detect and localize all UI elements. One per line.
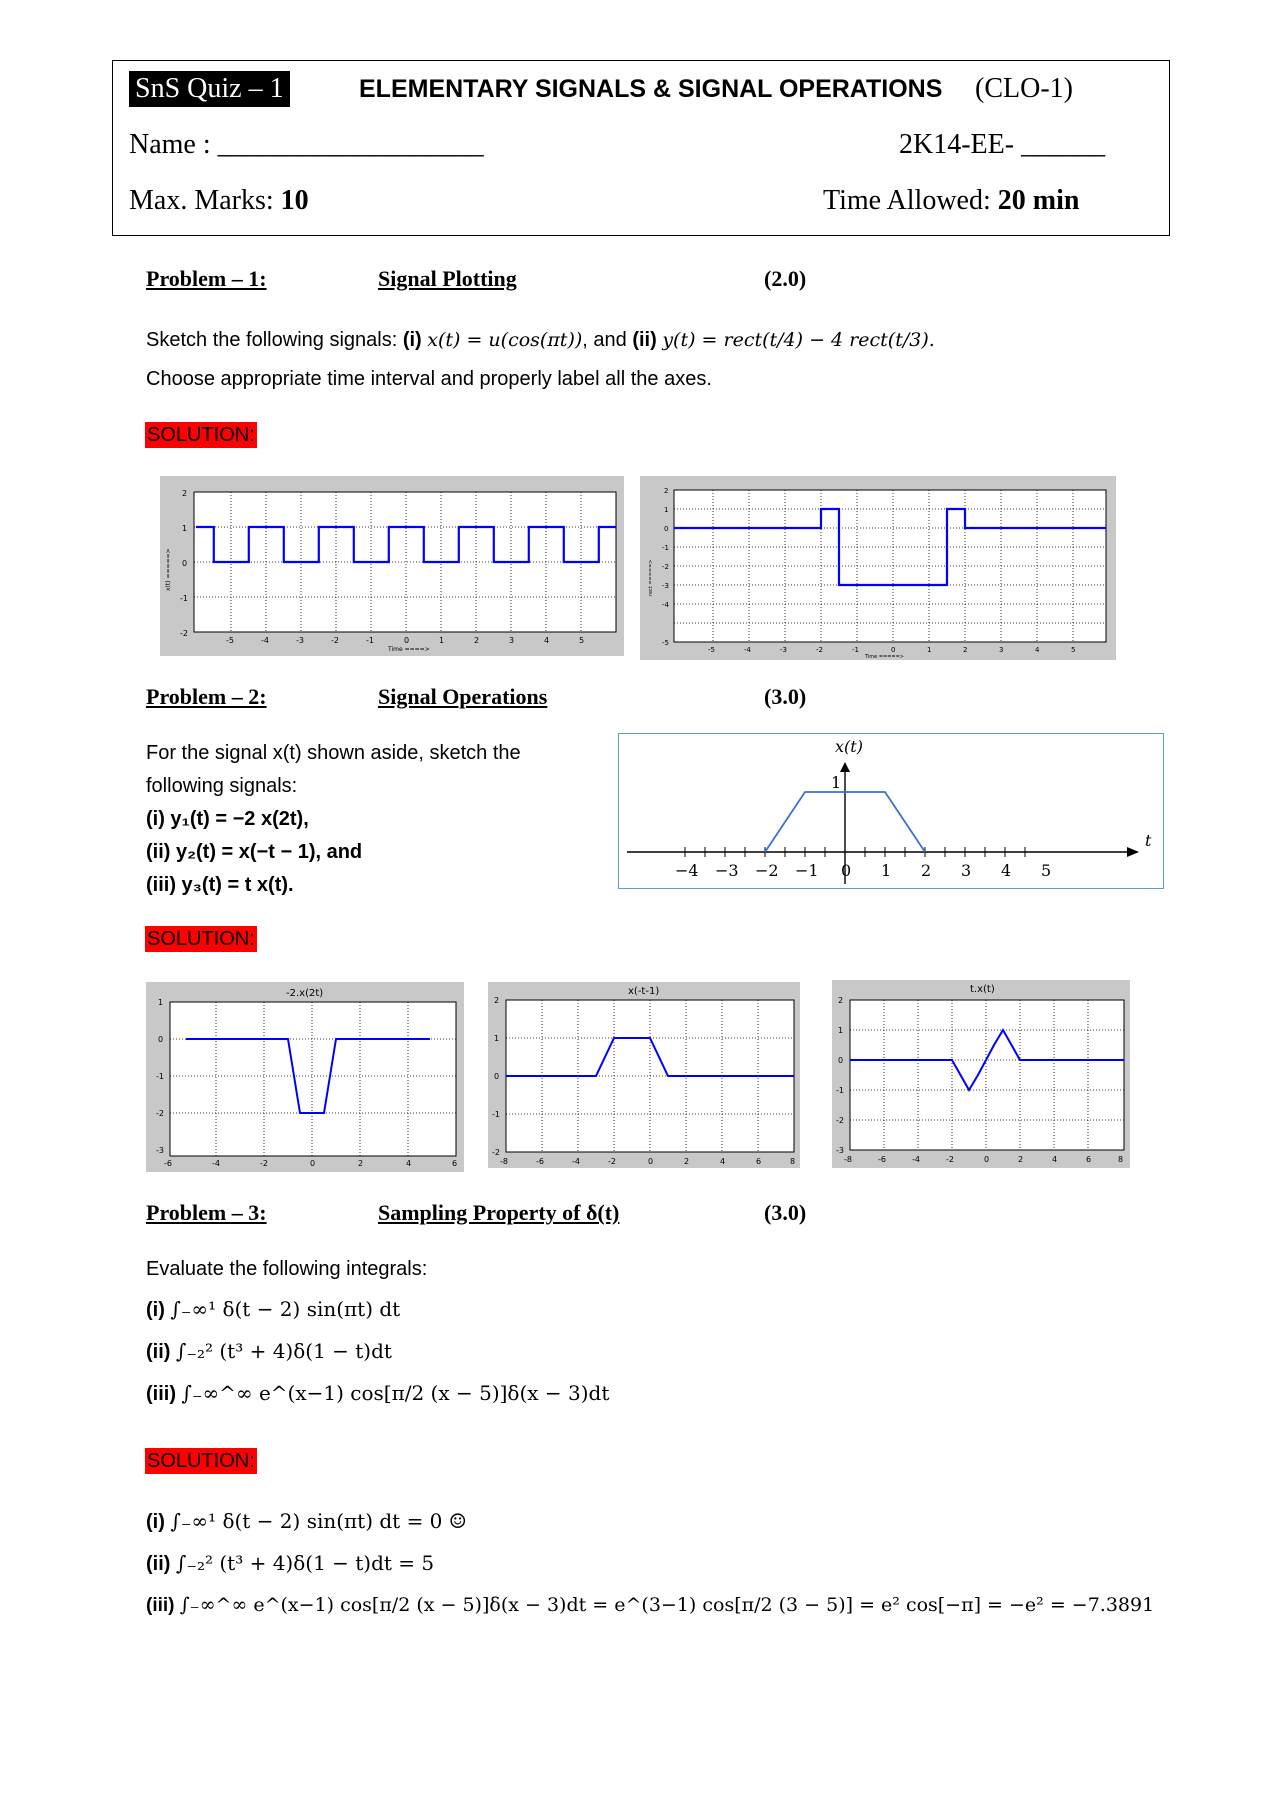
batch-field: 2K14-EE- ______ bbox=[899, 129, 1106, 160]
b-xtick: -1 bbox=[852, 646, 859, 654]
solution-label-1: SOLUTION: bbox=[147, 424, 255, 446]
xt-tick: −2 bbox=[755, 861, 779, 880]
b-xtick: 0 bbox=[891, 646, 896, 654]
xt-tick: −1 bbox=[795, 861, 819, 880]
a-xtick: 2 bbox=[474, 636, 480, 645]
a-xtick: -1 bbox=[366, 636, 374, 645]
d-xtick: 2 bbox=[684, 1157, 690, 1166]
q-iii-text: ∫₋∞^∞ e^(x−1) cos[π/2 (x − 5)]δ(x − 3)dt bbox=[181, 1381, 610, 1405]
d-title: x(-t-1) bbox=[628, 986, 660, 997]
b-xtick: 4 bbox=[1035, 646, 1040, 654]
solution-label-3: SOLUTION: bbox=[147, 1450, 255, 1472]
b-xtick: -3 bbox=[780, 646, 787, 654]
and-text: , and bbox=[582, 329, 633, 351]
e-xtick: 0 bbox=[984, 1155, 990, 1164]
xt-tick: 5 bbox=[1041, 861, 1052, 880]
xt-tick: −3 bbox=[715, 861, 739, 880]
a-xtick: 3 bbox=[509, 636, 515, 645]
xt-axis-var: t bbox=[1145, 831, 1152, 850]
e-ytick: 0 bbox=[838, 1056, 844, 1065]
xt-figure-box bbox=[618, 733, 1164, 889]
b-xlabel: Time =====> bbox=[865, 654, 904, 660]
xt-tick: 3 bbox=[961, 861, 972, 880]
problem1-marks: (2.0) bbox=[764, 266, 807, 291]
time-allowed bbox=[823, 183, 1079, 219]
d-xtick: 4 bbox=[720, 1157, 726, 1166]
answer-ii bbox=[146, 1546, 434, 1581]
a-xtick: -3 bbox=[296, 636, 304, 645]
a-ytick: -2 bbox=[180, 629, 188, 638]
q-iii-label: (iii) bbox=[146, 1383, 182, 1405]
a-xtick: 0 bbox=[404, 636, 410, 645]
c-title: -2.x(2t) bbox=[286, 988, 324, 999]
c-ytick: -1 bbox=[156, 1072, 164, 1081]
a-ii-text: ∫₋₂² (t³ + 4)δ(1 − t)dt = 5 bbox=[176, 1551, 435, 1575]
xt-tick: 0 bbox=[841, 861, 852, 880]
e-xtick: -8 bbox=[844, 1155, 852, 1164]
a-ytick: 2 bbox=[182, 489, 188, 498]
plot-y1 bbox=[146, 982, 464, 1172]
e-ytick: -3 bbox=[836, 1146, 844, 1155]
b-xtick: 5 bbox=[1071, 646, 1076, 654]
answer-iii bbox=[146, 1588, 1154, 1623]
plot-rect-signal bbox=[640, 476, 1116, 660]
plot-y2-svg bbox=[488, 982, 800, 1168]
xt-peak: 1 bbox=[831, 773, 842, 792]
a-i-label: (i) bbox=[146, 1511, 171, 1533]
c-ytick: 0 bbox=[158, 1035, 164, 1044]
e-ytick: -2 bbox=[836, 1116, 844, 1125]
plot-y1-svg bbox=[146, 982, 464, 1172]
a-iii-text: ∫₋∞^∞ e^(x−1) cos[π/2 (x − 5)]δ(x − 3)dt = e^(3−1) cos[π/2 (3 − 5)] = e² cos[−π] = −e² = −7.3891 bbox=[179, 1594, 1155, 1616]
b-ytick: -2 bbox=[662, 563, 669, 571]
plot-y3-svg bbox=[832, 980, 1130, 1168]
c-xtick: 2 bbox=[358, 1159, 364, 1168]
quiz-badge: SnS Quiz – 1 bbox=[129, 71, 290, 107]
problem3-marks: (3.0) bbox=[764, 1200, 807, 1225]
name-field: Name : ___________________ bbox=[129, 129, 484, 160]
xt-tick: −4 bbox=[675, 861, 699, 880]
header-box bbox=[112, 60, 1170, 236]
e-ytick: -1 bbox=[836, 1086, 844, 1095]
d-xtick: -6 bbox=[536, 1157, 544, 1166]
max-marks-value: 10 bbox=[280, 185, 309, 216]
problem1-statement bbox=[146, 324, 935, 357]
c-ytick: -2 bbox=[156, 1109, 164, 1118]
question-ii bbox=[146, 1334, 392, 1369]
q-ii-text: ∫₋₂² (t³ + 4)δ(1 − t)dt bbox=[176, 1339, 392, 1363]
c-xtick: -6 bbox=[164, 1159, 172, 1168]
e-xtick: 2 bbox=[1018, 1155, 1024, 1164]
problem2-topic: Signal Operations bbox=[378, 684, 548, 709]
a-xtick: -2 bbox=[331, 636, 339, 645]
plot-square-wave-svg bbox=[160, 476, 624, 656]
e-xtick: -6 bbox=[878, 1155, 886, 1164]
problem3-intro: Evaluate the following integrals: bbox=[146, 1258, 428, 1280]
a-ylabel: x(t) =====> bbox=[165, 548, 172, 591]
d-xtick: -2 bbox=[608, 1157, 616, 1166]
c-xtick: -2 bbox=[260, 1159, 268, 1168]
xt-figure-svg bbox=[619, 734, 1163, 888]
b-xtick: -5 bbox=[708, 646, 715, 654]
c-xtick: -4 bbox=[212, 1159, 220, 1168]
b-xtick: 2 bbox=[963, 646, 968, 654]
xt-tick: 1 bbox=[881, 861, 892, 880]
problem2-item-ii: (ii) y₂(t) = x(−t − 1), and bbox=[146, 841, 363, 863]
question-iii bbox=[146, 1376, 609, 1411]
e-xtick: 4 bbox=[1052, 1155, 1058, 1164]
e-xtick: -4 bbox=[912, 1155, 920, 1164]
d-ytick: 2 bbox=[494, 996, 500, 1005]
c-xtick: 6 bbox=[452, 1159, 458, 1168]
b-xtick: 1 bbox=[927, 646, 932, 654]
problem3-label: Problem – 3: bbox=[146, 1200, 267, 1225]
problem2-line2: following signals: bbox=[146, 775, 298, 797]
problem2-line1: For the signal x(t) shown aside, sketch the bbox=[146, 742, 521, 764]
a-ytick: 0 bbox=[182, 559, 188, 568]
problem2-item-i: (i) y₁(t) = −2 x(2t), bbox=[146, 808, 309, 830]
c-ytick: 1 bbox=[158, 998, 164, 1007]
problem2-item-iii: (iii) y₃(t) = t x(t). bbox=[146, 874, 294, 896]
problem2-marks: (3.0) bbox=[764, 684, 807, 709]
b-ylabel: rect =====> bbox=[648, 559, 654, 596]
c-xtick: 4 bbox=[406, 1159, 412, 1168]
b-xtick: -4 bbox=[744, 646, 751, 654]
a-ytick: -1 bbox=[180, 594, 188, 603]
e-title: t.x(t) bbox=[970, 984, 995, 995]
problem1-prefix: Sketch the following signals: bbox=[146, 329, 403, 351]
e-ytick: 2 bbox=[838, 996, 844, 1005]
problem1-label: Problem – 1: bbox=[146, 266, 267, 291]
b-xtick: -2 bbox=[816, 646, 823, 654]
a-ytick: 1 bbox=[182, 524, 188, 533]
b-ytick: -5 bbox=[662, 639, 669, 647]
d-ytick: 0 bbox=[494, 1072, 500, 1081]
a-xtick: -5 bbox=[226, 636, 234, 645]
b-ytick: -4 bbox=[662, 601, 669, 609]
e-ytick: 1 bbox=[838, 1026, 844, 1035]
clo-label: (CLO-1) bbox=[975, 73, 1073, 104]
b-ytick: -1 bbox=[662, 544, 669, 552]
b-ytick: 0 bbox=[664, 525, 669, 533]
part-i-label: (i) bbox=[402, 329, 428, 351]
b-ytick: -3 bbox=[662, 582, 669, 590]
plot-y3 bbox=[832, 980, 1130, 1168]
a-xlabel: Time ====> bbox=[388, 646, 430, 653]
b-ytick: 1 bbox=[664, 506, 669, 514]
problem1-line2: Choose appropriate time interval and properly label all the axes. bbox=[146, 368, 712, 390]
q-i-label: (i) bbox=[146, 1299, 171, 1321]
quiz-title: ELEMENTARY SIGNALS & SIGNAL OPERATIONS bbox=[359, 75, 943, 103]
problem3-topic: Sampling Property of δ(t) bbox=[378, 1200, 620, 1225]
d-ytick: 1 bbox=[494, 1034, 500, 1043]
d-xtick: -8 bbox=[500, 1157, 508, 1166]
plot-y2 bbox=[488, 982, 800, 1168]
a-iii-label: (iii) bbox=[146, 1595, 180, 1616]
a-xtick: 1 bbox=[439, 636, 445, 645]
d-xtick: 6 bbox=[756, 1157, 762, 1166]
a-i-text: ∫₋∞¹ δ(t − 2) sin(πt) dt = 0 ☺ bbox=[170, 1509, 467, 1533]
e-xtick: 6 bbox=[1086, 1155, 1092, 1164]
xt-tick: 4 bbox=[1001, 861, 1012, 880]
xt-title: x(t) bbox=[835, 737, 863, 756]
plot-rect-signal-svg bbox=[640, 476, 1116, 660]
time-allowed-value: 20 min bbox=[997, 185, 1080, 216]
a-ii-label: (ii) bbox=[146, 1553, 176, 1575]
d-xtick: -4 bbox=[572, 1157, 580, 1166]
part-ii-math: y(t) = rect(t/4) − 4 rect(t/3). bbox=[662, 329, 935, 351]
plot-square-wave bbox=[160, 476, 624, 656]
e-xtick: -2 bbox=[946, 1155, 954, 1164]
answer-i bbox=[146, 1504, 467, 1539]
q-i-text: ∫₋∞¹ δ(t − 2) sin(πt) dt bbox=[170, 1297, 401, 1321]
d-xtick: 8 bbox=[790, 1157, 796, 1166]
problem1-topic: Signal Plotting bbox=[378, 266, 517, 291]
a-xtick: 5 bbox=[579, 636, 585, 645]
c-ytick: -3 bbox=[156, 1146, 164, 1155]
a-xtick: 4 bbox=[544, 636, 550, 645]
time-allowed-label: Time Allowed: bbox=[823, 185, 998, 216]
part-ii-label: (ii) bbox=[632, 329, 663, 351]
max-marks-label: Max. Marks: bbox=[129, 185, 281, 216]
xt-tick: 2 bbox=[921, 861, 932, 880]
q-ii-label: (ii) bbox=[146, 1341, 176, 1363]
a-xtick: -4 bbox=[261, 636, 269, 645]
part-i-math: x(t) = u(cos(πt)) bbox=[427, 329, 583, 351]
question-i bbox=[146, 1292, 400, 1327]
b-ytick: 2 bbox=[664, 487, 669, 495]
max-marks bbox=[129, 183, 309, 219]
d-ytick: -2 bbox=[492, 1148, 500, 1157]
c-xtick: 0 bbox=[310, 1159, 316, 1168]
b-xtick: 3 bbox=[999, 646, 1004, 654]
solution-label-2: SOLUTION: bbox=[147, 928, 255, 950]
e-xtick: 8 bbox=[1118, 1155, 1124, 1164]
problem2-label: Problem – 2: bbox=[146, 684, 267, 709]
d-xtick: 0 bbox=[648, 1157, 654, 1166]
d-ytick: -1 bbox=[492, 1110, 500, 1119]
